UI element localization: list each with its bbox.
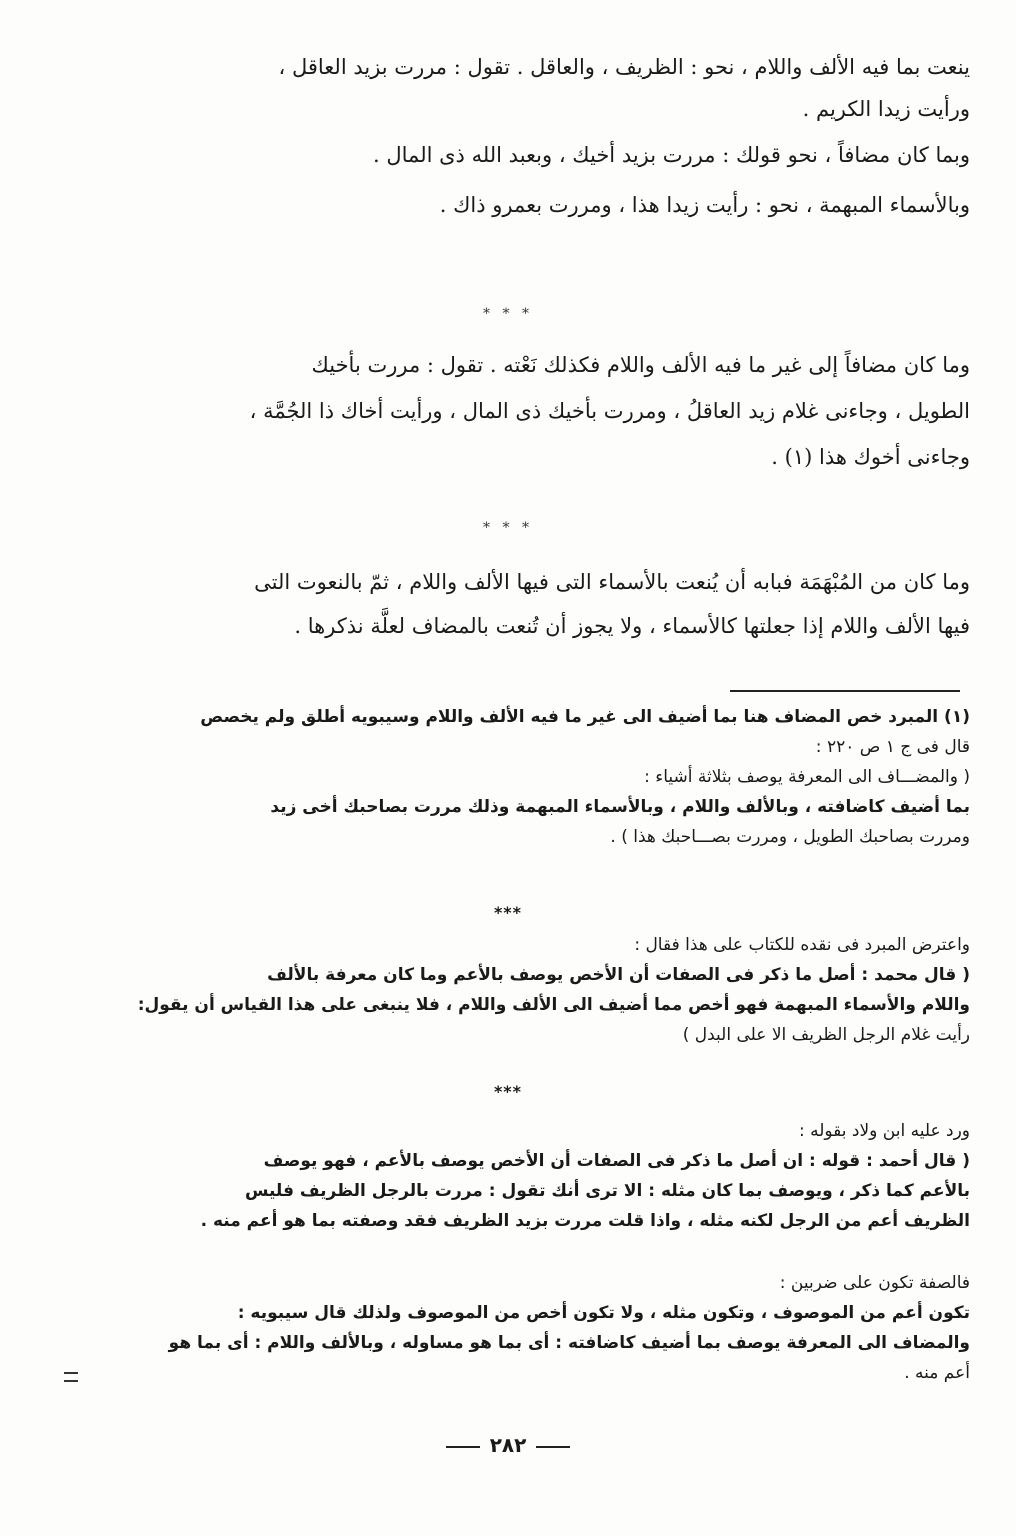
footnote-2 <box>70 930 970 1050</box>
note-line: بما أضيف كاضافته ، وبالألف واللام ، وبالأسماء المبهمة وذلك مررت بصاحبك أخى زيد <box>270 797 970 817</box>
note-line: واللام والأسماء المبهمة فهو أخص مما أضيف الى الألف واللام ، فلا ينبغى على هذا القياس أن يقول: <box>137 995 970 1015</box>
note-line: واعترض المبرد فى نقده للكتاب على هذا فقال : <box>634 935 970 955</box>
main-line: وجاءنى أخوك هذا (١) . <box>771 445 970 469</box>
footnote-4 <box>70 1268 970 1388</box>
main-line: وما كان مضافاً إلى غير ما فيه الألف واللام فكذلك نَعْته . تقول : مررت بأخيك <box>311 353 970 377</box>
main-line: فيها الألف واللام إذا جعلتها كالأسماء ، ولا يجوز أن تُنعت بالمضاف لعلَّة نذكرها . <box>294 614 970 638</box>
main-line: ينعت بما فيه الألف واللام ، نحو : الظريف ، والعاقل . تقول : مررت بزيد العاقل ، <box>278 55 970 79</box>
note-separator: *** <box>493 903 523 922</box>
note-separator: *** <box>493 1082 523 1101</box>
note-line: والمضاف الى المعرفة يوصف بما أضيف كاضافته : أى بما هو مساوله ، وبالألف واللام : أى بما هو <box>168 1333 970 1353</box>
main-paragraph-2 <box>90 342 970 480</box>
page-number-value: ٢٨٢ <box>489 1433 527 1457</box>
page-number-dash <box>536 1446 570 1448</box>
note-line: فالصفة تكون على ضربين : <box>779 1273 970 1293</box>
note-line: تكون أعم من الموصوف ، وتكون مثله ، ولا تكون أخص من الموصوف ولذلك قال سيبويه : <box>237 1303 970 1323</box>
note-line: ورد عليه ابن ولاد بقوله : <box>798 1121 970 1141</box>
note-line: قال فى ج ١ ص ٢٢٠ : <box>815 737 970 757</box>
page-number <box>0 1433 1016 1457</box>
section-separator: * * * <box>483 520 533 536</box>
main-paragraph-1 <box>90 46 970 226</box>
note-line: (١) المبرد خص المضاف هنا بما أضيف الى غير ما فيه الألف واللام وسيبويه أطلق ولم يخصص <box>200 707 970 727</box>
note-line: ومررت بصاحبك الطويل ، ومررت بصـــاحبك هذا ) . <box>610 827 970 847</box>
note-line: ( قال محمد : أصل ما ذكر فى الصفات أن الأخص يوصف بالأعم وما كان معرفة بالألف <box>267 965 970 985</box>
main-line: الطويل ، وجاءنى غلام زيد العاقلُ ، ومررت بأخيك ذى المال ، ورأيت أخاك ذا الجُمَّة ، <box>249 399 970 423</box>
section-separator: * * * <box>483 306 533 322</box>
note-line: الظريف أعم من الرجل لكنه مثله ، واذا قلت مررت بزيد الظريف فقد وصفته بما هو أعم منه . <box>200 1211 970 1231</box>
page-number-dash <box>446 1446 480 1448</box>
main-line: وبما كان مضافاً ، نحو قولك : مررت بزيد أخيك ، وبعبد الله ذى المال . <box>373 143 970 167</box>
note-line: ( والمضـــاف الى المعرفة يوصف بثلاثة أشياء : <box>644 767 970 787</box>
margin-mark <box>64 1372 78 1382</box>
note-line: أعم منه . <box>904 1363 970 1383</box>
footnote-1 <box>70 702 970 852</box>
note-line: ( قال أحمد : قوله : ان أصل ما ذكر فى الصفات أن الأخص يوصف بالأعم ، فهو يوصف <box>263 1151 970 1171</box>
main-paragraph-3 <box>90 560 970 648</box>
footnote-rule <box>730 690 960 692</box>
main-line: وما كان من المُبْهَمَة فبابه أن يُنعت بالأسماء التى فيها الألف واللام ، ثمّ بالنعوت التى <box>254 570 970 594</box>
footnote-3 <box>70 1116 970 1236</box>
main-line: ورأيت زيدا الكريم . <box>802 97 970 121</box>
main-line: وبالأسماء المبهمة ، نحو : رأيت زيدا هذا ، ومررت بعمرو ذاك . <box>439 193 970 217</box>
note-line: بالأعم كما ذكر ، ويوصف بما كان مثله : الا ترى أنك تقول : مررت بالرجل الظريف فليس <box>244 1181 970 1201</box>
note-line: رأيت غلام الرجل الظريف الا على البدل ) <box>682 1025 970 1045</box>
